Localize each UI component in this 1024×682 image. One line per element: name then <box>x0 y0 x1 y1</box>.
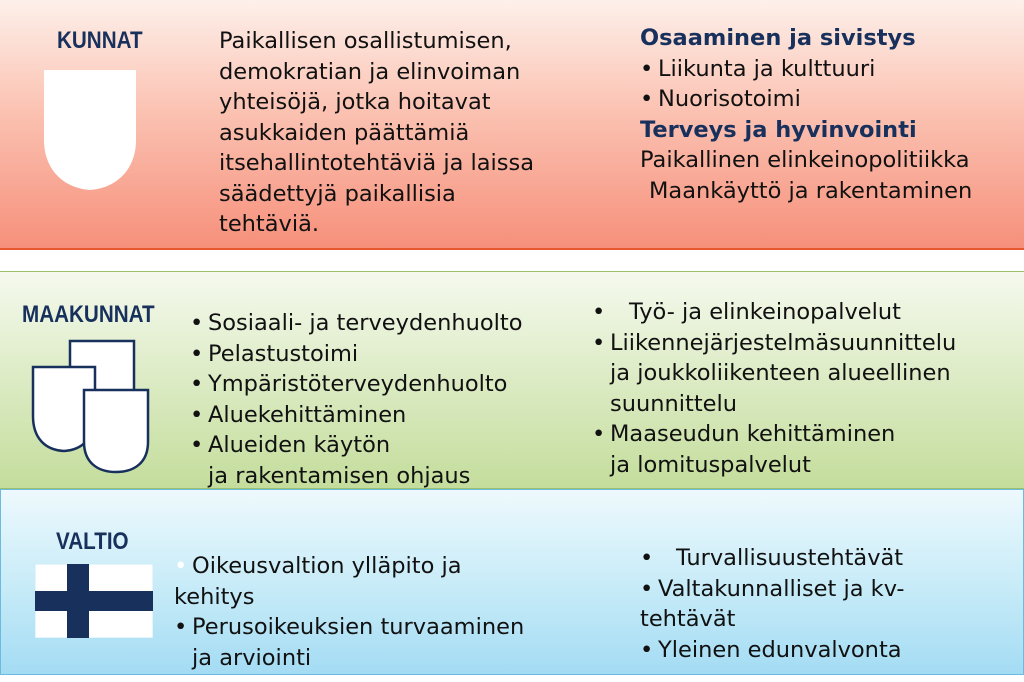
list-item-text: Liikunta ja kulttuuri <box>658 55 876 82</box>
list-item <box>640 84 972 115</box>
kunnat-description-line: Paikallisen osallistumisen, <box>219 28 512 54</box>
maakunnat-band <box>0 271 1024 489</box>
bullet: • <box>190 401 204 428</box>
bullet: • <box>640 636 654 663</box>
list-item-text: Liikennejärjestelmäsuunnittelu <box>610 329 957 356</box>
list-item-continuation <box>174 643 524 674</box>
bullet: • <box>592 421 606 447</box>
list-item <box>592 297 956 328</box>
kunnat-heading: KUNNAT <box>57 27 143 54</box>
list-item-text: ja arviointi <box>192 644 312 671</box>
list-item-continuation: kehitys <box>174 583 255 610</box>
task-line: Paikallinen elinkeinopolitiikka <box>640 147 970 173</box>
bullet: • <box>640 575 654 602</box>
list-item-text: ja joukkoliikenteen alueellinen <box>610 360 951 386</box>
list-item <box>592 419 956 450</box>
kunnat-description-line: itsehallintotehtäviä ja laissa <box>219 150 535 176</box>
list-item <box>174 551 524 582</box>
shields-icon <box>30 338 150 474</box>
list-item-text: suunnittelu <box>610 390 738 417</box>
list-item <box>190 369 522 400</box>
list-item-text: Työ- ja elinkeinopalvelut <box>629 299 901 325</box>
bullet: • <box>190 340 204 367</box>
list-item <box>190 400 522 431</box>
list-item-continuation <box>190 461 522 492</box>
list-item <box>640 54 972 85</box>
list-item <box>190 308 522 339</box>
bullet: • <box>640 86 654 112</box>
list-item-continuation: tehtävät <box>640 606 736 632</box>
group-title-osaaminen: Osaaminen ja sivistys <box>640 25 916 51</box>
list-item-text: Yleinen edunvalvonta <box>658 636 902 663</box>
list-item-text: Alueiden käytön <box>208 432 391 458</box>
bullet: • <box>190 432 204 458</box>
valtio-band <box>0 489 1024 675</box>
list-item <box>592 328 956 359</box>
maakunnat-right-list <box>592 297 956 480</box>
kunnat-description-line: yhteisöjä, jotka hoitavat <box>219 89 491 115</box>
valtio-left-list <box>174 551 524 673</box>
list-item-text: Aluekehittäminen <box>208 401 407 428</box>
finnish-flag-icon <box>35 564 153 638</box>
list-item-text: ja lomituspalvelut <box>610 451 811 478</box>
list-item-text: Valtakunnalliset ja kv- <box>658 575 905 602</box>
kunnat-description-line: asukkaiden päättämiä <box>219 119 470 146</box>
list-item <box>640 635 905 666</box>
bullet: • <box>592 329 606 356</box>
list-item-text: Nuorisotoimi <box>658 86 801 112</box>
task-line: Maankäyttö ja rakentaminen <box>649 177 973 204</box>
maakunnat-left-list <box>190 308 522 491</box>
list-item <box>190 339 522 370</box>
list-item-text: Pelastustoimi <box>208 340 359 367</box>
list-item-continuation <box>592 389 956 420</box>
list-item-text: Oikeusvaltion ylläpito ja <box>192 553 462 579</box>
list-item <box>640 543 905 574</box>
bullet: • <box>592 299 606 325</box>
kunnat-description-line: demokratian ja elinvoiman <box>219 58 521 85</box>
list-item <box>174 612 524 643</box>
bullet: • <box>174 614 188 640</box>
kunnat-description-line: säädettyjä paikallisia <box>219 180 456 207</box>
valtio-right-list <box>640 543 905 665</box>
list-item <box>190 430 522 461</box>
shield-icon <box>42 68 138 192</box>
kunnat-band <box>0 0 1024 250</box>
list-item-continuation <box>592 358 956 389</box>
bullet: • <box>190 310 204 336</box>
kunnat-tasks <box>640 23 972 206</box>
valtio-heading: VALTIO <box>56 528 129 555</box>
list-item-text: Turvallisuustehtävät <box>676 545 904 571</box>
bullet: • <box>190 371 204 397</box>
list-item-text: Perusoikeuksien turvaaminen <box>192 614 525 640</box>
list-item-text: Maaseudun kehittäminen <box>610 421 896 447</box>
bullet: • <box>640 55 654 82</box>
list-item-text: ja rakentamisen ohjaus <box>208 462 471 489</box>
bullet: • <box>174 553 188 579</box>
list-item-text: Ympäristöterveydenhuolto <box>208 371 508 397</box>
maakunnat-heading: MAAKUNNAT <box>22 301 155 328</box>
list-item-text: Sosiaali- ja terveydenhuolto <box>208 310 523 336</box>
list-item-continuation <box>592 450 956 481</box>
kunnat-description-line: tehtäviä. <box>219 211 320 237</box>
list-item <box>640 574 905 605</box>
bullet: • <box>640 545 654 571</box>
group-title-terveys: Terveys ja hyvinvointi <box>640 116 917 143</box>
kunnat-description <box>219 26 534 240</box>
